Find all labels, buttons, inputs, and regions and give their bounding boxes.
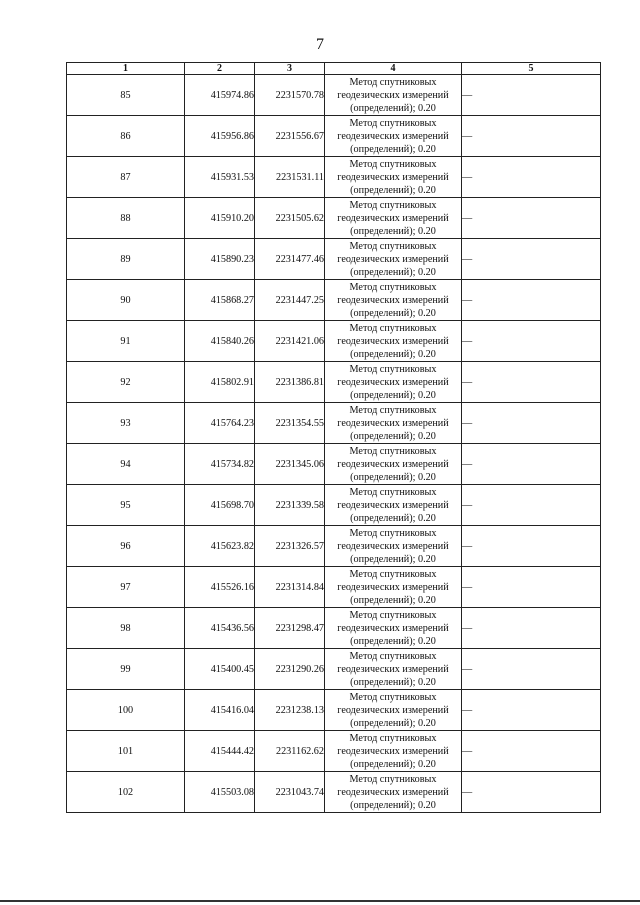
point-number-cell: 90 [67, 280, 185, 321]
bottom-edge-line [0, 900, 640, 902]
method-accuracy-cell: Метод спутниковых геодезических измерений (определений); 0.20 [325, 608, 462, 649]
method-accuracy-cell: Метод спутниковых геодезических измерений (определений); 0.20 [325, 731, 462, 772]
method-accuracy-cell: Метод спутниковых геодезических измерений (определений); 0.20 [325, 362, 462, 403]
x-coordinate-cell: 415698.70 [185, 485, 255, 526]
coordinates-table [66, 62, 601, 813]
x-coordinate-cell: 415974.86 [185, 75, 255, 116]
x-coordinate-cell: 415526.16 [185, 567, 255, 608]
point-number-cell: 91 [67, 321, 185, 362]
description-cell: — [462, 690, 601, 731]
y-coordinate-cell: 2231386.81 [255, 362, 325, 403]
point-number-cell: 87 [67, 157, 185, 198]
point-number-cell: 98 [67, 608, 185, 649]
y-coordinate-cell: 2231556.67 [255, 116, 325, 157]
table-row [67, 75, 601, 116]
method-accuracy-cell: Метод спутниковых геодезических измерений (определений); 0.20 [325, 198, 462, 239]
description-cell: — [462, 403, 601, 444]
method-accuracy-cell: Метод спутниковых геодезических измерений (определений); 0.20 [325, 157, 462, 198]
description-cell: — [462, 485, 601, 526]
x-coordinate-cell: 415734.82 [185, 444, 255, 485]
method-accuracy-cell: Метод спутниковых геодезических измерений (определений); 0.20 [325, 772, 462, 813]
method-accuracy-cell: Метод спутниковых геодезических измерений (определений); 0.20 [325, 567, 462, 608]
method-accuracy-cell: Метод спутниковых геодезических измерений (определений); 0.20 [325, 75, 462, 116]
table-row [67, 116, 601, 157]
x-coordinate-cell: 415931.53 [185, 157, 255, 198]
header-col-2: 2 [185, 63, 255, 75]
y-coordinate-cell: 2231354.55 [255, 403, 325, 444]
x-coordinate-cell: 415802.91 [185, 362, 255, 403]
x-coordinate-cell: 415623.82 [185, 526, 255, 567]
y-coordinate-cell: 2231531.11 [255, 157, 325, 198]
y-coordinate-cell: 2231447.25 [255, 280, 325, 321]
point-number-cell: 96 [67, 526, 185, 567]
description-cell: — [462, 567, 601, 608]
method-accuracy-cell: Метод спутниковых геодезических измерений (определений); 0.20 [325, 526, 462, 567]
table-row [67, 403, 601, 444]
x-coordinate-cell: 415436.56 [185, 608, 255, 649]
y-coordinate-cell: 2231570.78 [255, 75, 325, 116]
description-cell: — [462, 772, 601, 813]
header-col-5: 5 [462, 63, 601, 75]
y-coordinate-cell: 2231043.74 [255, 772, 325, 813]
x-coordinate-cell: 415503.08 [185, 772, 255, 813]
y-coordinate-cell: 2231238.13 [255, 690, 325, 731]
description-cell: — [462, 157, 601, 198]
table-row [67, 772, 601, 813]
point-number-cell: 97 [67, 567, 185, 608]
description-cell: — [462, 321, 601, 362]
table-row [67, 526, 601, 567]
y-coordinate-cell: 2231505.62 [255, 198, 325, 239]
description-cell: — [462, 444, 601, 485]
point-number-cell: 100 [67, 690, 185, 731]
point-number-cell: 86 [67, 116, 185, 157]
y-coordinate-cell: 2231162.62 [255, 731, 325, 772]
description-cell: — [462, 731, 601, 772]
table-header-row [67, 63, 601, 75]
point-number-cell: 92 [67, 362, 185, 403]
table-row [67, 608, 601, 649]
description-cell: — [462, 116, 601, 157]
table-row [67, 649, 601, 690]
y-coordinate-cell: 2231421.06 [255, 321, 325, 362]
table-row [67, 280, 601, 321]
table-row [67, 321, 601, 362]
x-coordinate-cell: 415400.45 [185, 649, 255, 690]
description-cell: — [462, 362, 601, 403]
x-coordinate-cell: 415840.26 [185, 321, 255, 362]
point-number-cell: 101 [67, 731, 185, 772]
table-row [67, 198, 601, 239]
table-row [67, 157, 601, 198]
description-cell: — [462, 280, 601, 321]
method-accuracy-cell: Метод спутниковых геодезических измерений (определений); 0.20 [325, 690, 462, 731]
x-coordinate-cell: 415868.27 [185, 280, 255, 321]
method-accuracy-cell: Метод спутниковых геодезических измерений (определений); 0.20 [325, 116, 462, 157]
description-cell: — [462, 198, 601, 239]
x-coordinate-cell: 415890.23 [185, 239, 255, 280]
description-cell: — [462, 239, 601, 280]
description-cell: — [462, 75, 601, 116]
description-cell: — [462, 649, 601, 690]
point-number-cell: 95 [67, 485, 185, 526]
method-accuracy-cell: Метод спутниковых геодезических измерений (определений); 0.20 [325, 239, 462, 280]
header-col-3: 3 [255, 63, 325, 75]
x-coordinate-cell: 415956.86 [185, 116, 255, 157]
table-row [67, 485, 601, 526]
description-cell: — [462, 526, 601, 567]
point-number-cell: 89 [67, 239, 185, 280]
table-row [67, 239, 601, 280]
y-coordinate-cell: 2231314.84 [255, 567, 325, 608]
y-coordinate-cell: 2231477.46 [255, 239, 325, 280]
point-number-cell: 94 [67, 444, 185, 485]
y-coordinate-cell: 2231326.57 [255, 526, 325, 567]
method-accuracy-cell: Метод спутниковых геодезических измерений (определений); 0.20 [325, 403, 462, 444]
method-accuracy-cell: Метод спутниковых геодезических измерений (определений); 0.20 [325, 321, 462, 362]
point-number-cell: 102 [67, 772, 185, 813]
method-accuracy-cell: Метод спутниковых геодезических измерений (определений); 0.20 [325, 485, 462, 526]
point-number-cell: 93 [67, 403, 185, 444]
point-number-cell: 99 [67, 649, 185, 690]
page-number: 7 [316, 36, 324, 53]
x-coordinate-cell: 415444.42 [185, 731, 255, 772]
table-row [67, 731, 601, 772]
method-accuracy-cell: Метод спутниковых геодезических измерений (определений); 0.20 [325, 444, 462, 485]
description-cell: — [462, 608, 601, 649]
table-row [67, 444, 601, 485]
x-coordinate-cell: 415764.23 [185, 403, 255, 444]
header-col-1: 1 [67, 63, 185, 75]
point-number-cell: 85 [67, 75, 185, 116]
y-coordinate-cell: 2231290.26 [255, 649, 325, 690]
x-coordinate-cell: 415910.20 [185, 198, 255, 239]
point-number-cell: 88 [67, 198, 185, 239]
table-row [67, 567, 601, 608]
y-coordinate-cell: 2231345.06 [255, 444, 325, 485]
y-coordinate-cell: 2231298.47 [255, 608, 325, 649]
header-col-4: 4 [325, 63, 462, 75]
y-coordinate-cell: 2231339.58 [255, 485, 325, 526]
table-row [67, 362, 601, 403]
x-coordinate-cell: 415416.04 [185, 690, 255, 731]
method-accuracy-cell: Метод спутниковых геодезических измерений (определений); 0.20 [325, 280, 462, 321]
table-row [67, 690, 601, 731]
method-accuracy-cell: Метод спутниковых геодезических измерений (определений); 0.20 [325, 649, 462, 690]
